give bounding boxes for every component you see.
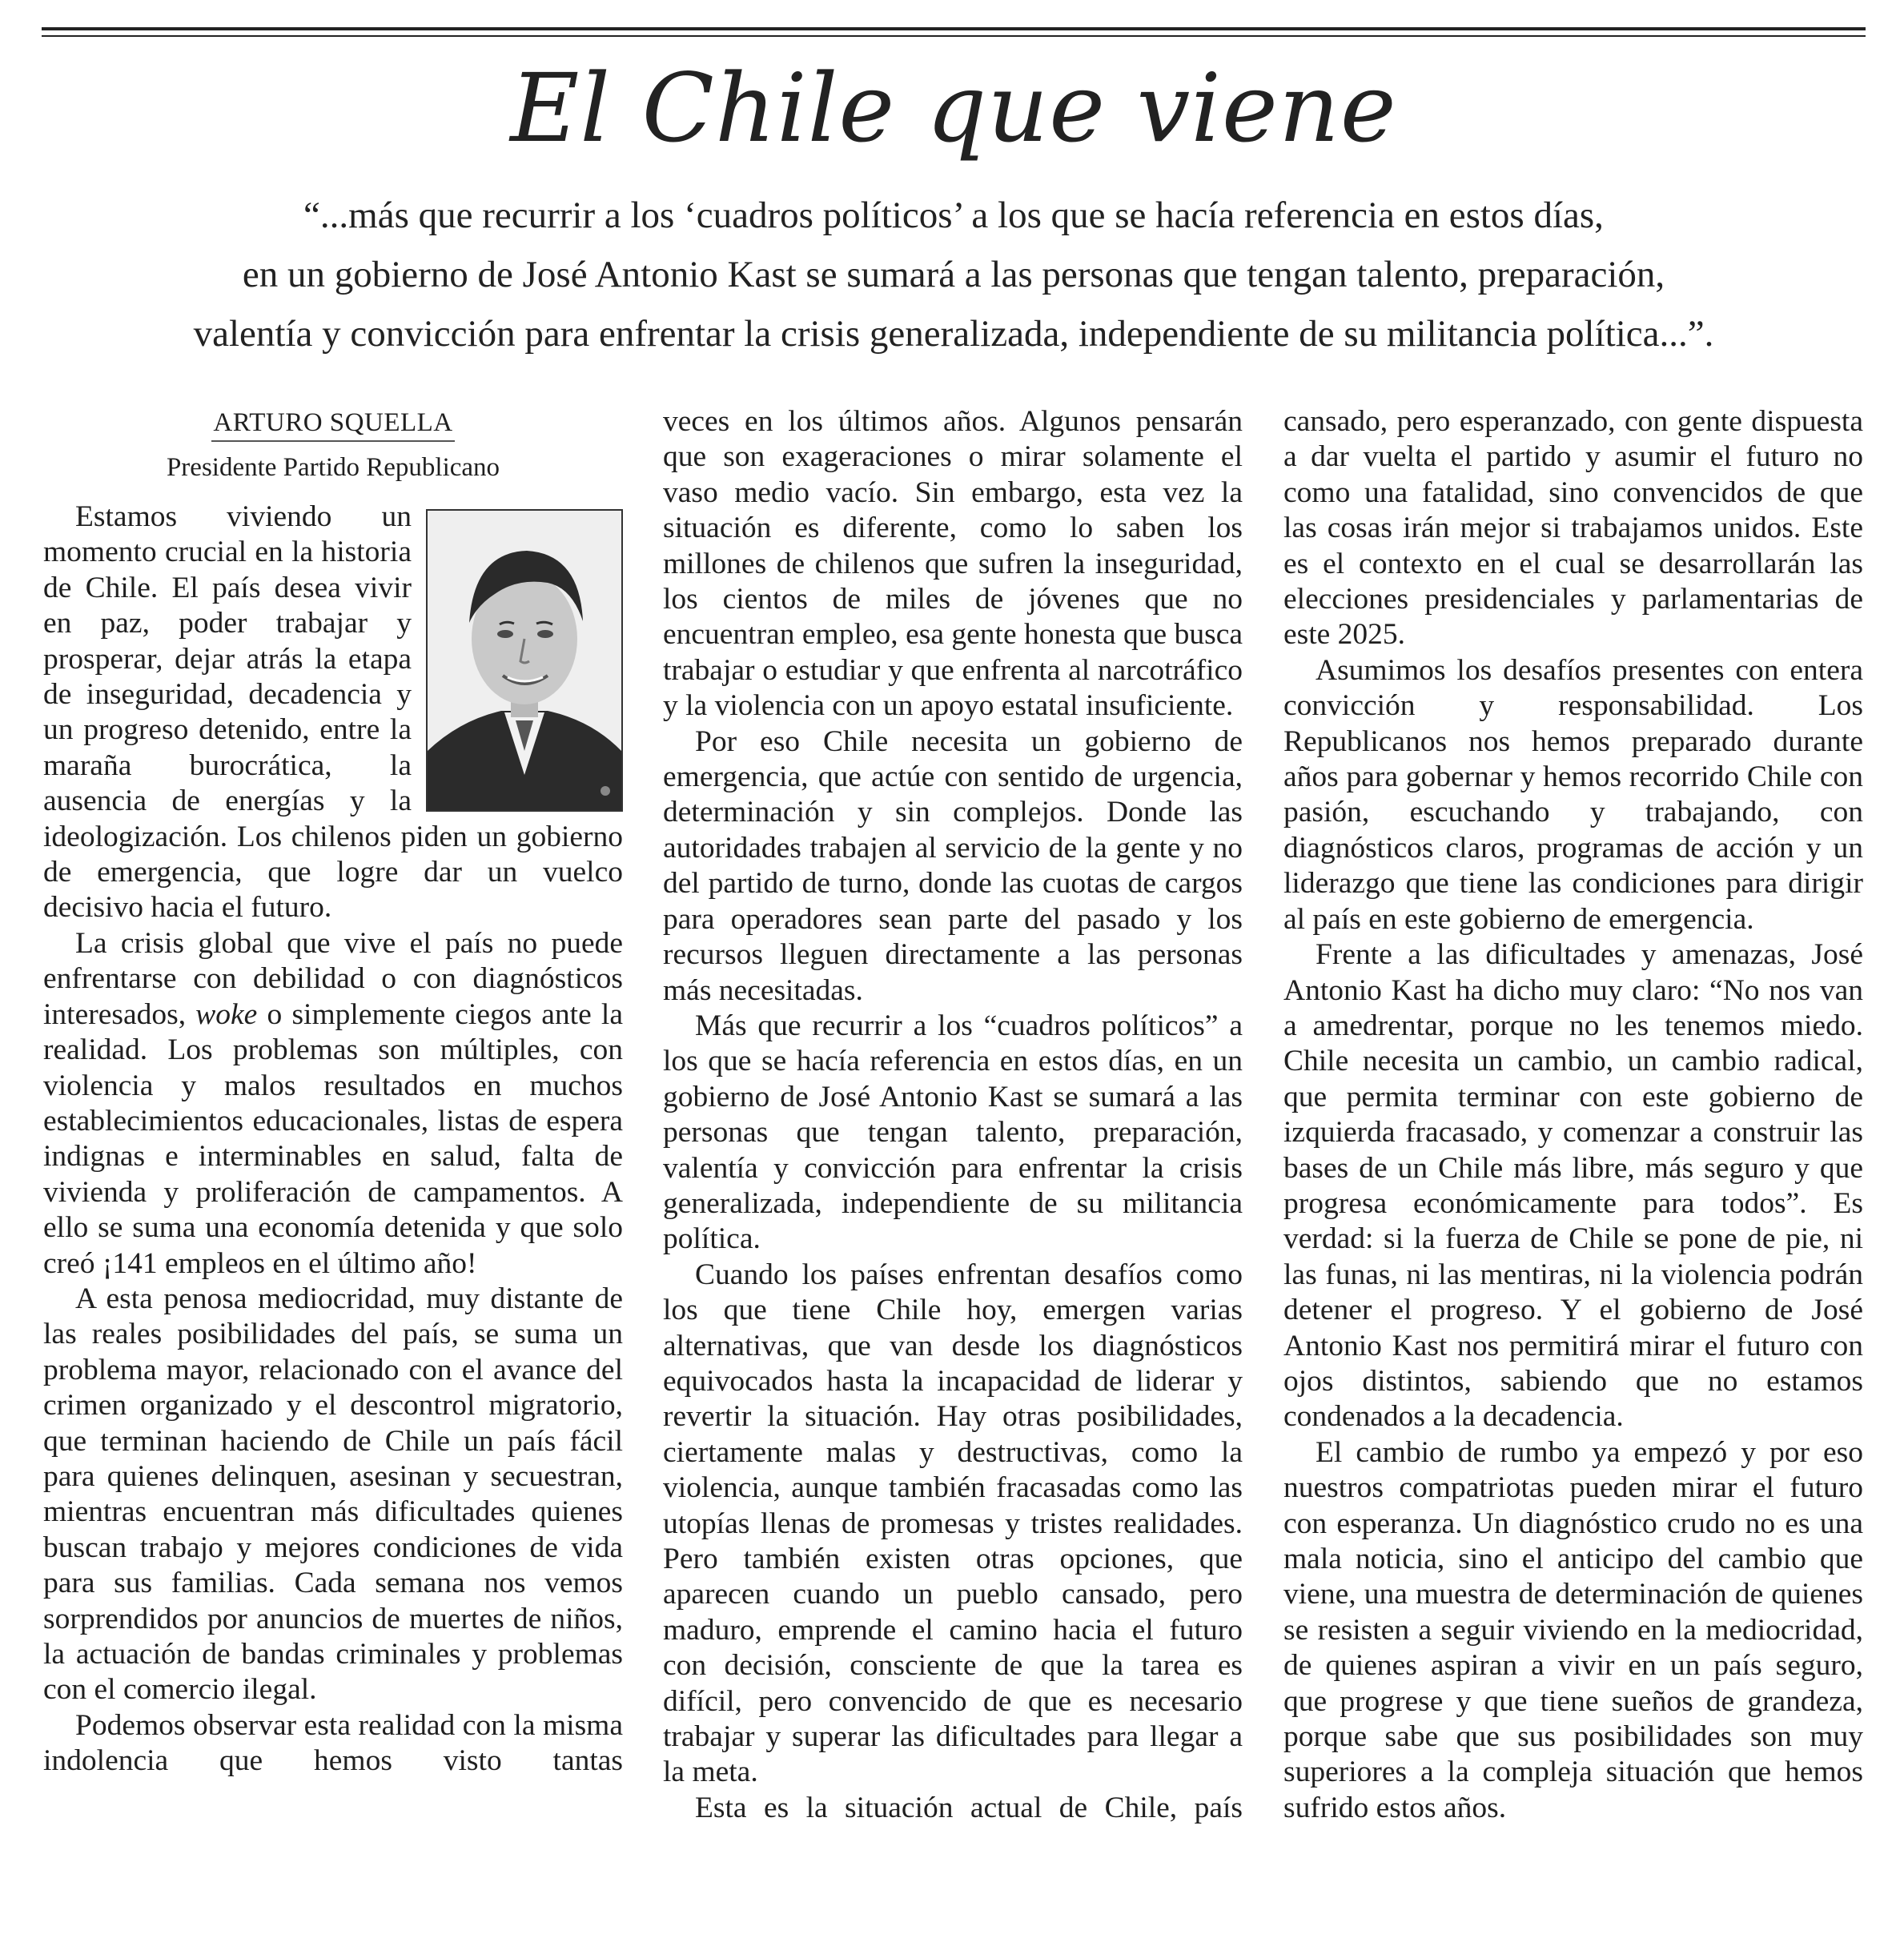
paragraph: Por eso Chile necesita un gobierno de emergencia, que actúe con sentido de urgencia, determinación y sin complejos. Donde las autoridades trabajen al servicio de la gente y no del partido de turno, donde las cuotas de cargos para operadores sean parte del pasado y los recursos lleguen directamente a las personas más necesitadas.	[663, 724, 1243, 1007]
article-column-2	[663, 404, 1243, 1826]
paragraph: El cambio de rumbo ya empezó y por eso nuestros compatriotas pueden mirar el futuro con esperanza. Un diagnóstico crudo no es una mala noticia, sino el anticipo del cambio que viene, una muestra de determinación de quienes se resisten a seguir viviendo en la mediocridad, de quienes aspiran a vivir en un país seguro, que progrese y que tiene sueños de grandeza, porque sabe que sus posibilidades son muy superiores a la compleja situación que hemos sufrido estos años.	[1283, 1435, 1863, 1824]
author-photo	[426, 509, 623, 812]
paragraph-text: La crisis global que vive el país no puede enfrentarse con debilidad o con diagnósticos interesados,	[43, 926, 623, 1031]
deck-line: en un gobierno de José Antonio Kast se sumará a las personas que tengan talento, preparación,	[242, 254, 1665, 295]
paragraph: Podemos observar esta realidad con la misma indolencia que hemos visto tantas	[43, 1708, 623, 1778]
paragraph-text: Estamos viviendo un momento crucial en la historia de Chile. El país desea vivir en paz, poder trabajar y prosperar, dejar atrás la etapa de inseguridad, decadencia y un progreso detenido, entre la maraña burocrática, la ausencia de energías y la ideologización. Los chilenos piden un gobierno de emergencia, que logre dar un vuelco decisivo hacia el futuro.	[43, 500, 623, 925]
paragraph	[43, 926, 623, 1282]
paragraph: Esta es la situación actual de Chile, país	[695, 1791, 1243, 1824]
author-role: Presidente Partido Republicano	[166, 453, 500, 482]
paragraph: A esta penosa mediocridad, muy distante de las reales posibilidades del país, se suma un problema mayor, relacionado con el avance del crimen organizado y el descontrol migratorio, que terminan haciendo de Chile un país fácil para quienes delinquen, asesinan y secuestran, mientras encuentran más dificultades quienes buscan trabajo y mejores condiciones de vida para sus familias. Cada semana nos vemos sorprendidos por anuncios de muertes de niños, la actuación de bandas criminales y problemas con el comercio ilegal.	[43, 1282, 623, 1707]
byline	[43, 404, 623, 442]
paragraph: cansado, pero esperanzado, con gente dispuesta a dar vuelta el partido y asumir el futuro no como una fatalidad, sino convencidos de que las cosas irán mejor si trabajamos unidos. Este es el contexto en el cual se desarrollarán las elecciones presidenciales y parlamentarias de este 2025.	[1283, 405, 1863, 652]
article-column-1	[43, 404, 623, 1780]
paragraph	[43, 500, 623, 926]
portrait-image	[428, 511, 621, 810]
paragraph-text: o simplemente ciegos ante la realidad. Los problemas son múltiples, con violencia y malos resultados en muchos establecimientos educacionales, listas de espera indignas e interminables en salud, falta de vivienda y proliferación de campamentos. A ello se suma una economía detenida y que solo creó ¡141 empleos en el último año!	[43, 997, 623, 1280]
top-rule-thin	[42, 35, 1866, 37]
article-column-3	[1283, 404, 1863, 1826]
author-name: ARTURO SQUELLA	[211, 405, 454, 442]
paragraph: Cuando los países enfrentan desafíos como los que tiene Chile hoy, emergen varias alternativas, que van desde los diagnósticos equivocados hasta la incapacidad de liderar y revertir la situación. Hay otras posibilidades, ciertamente malas y destructivas, como la violencia, aunque también fracasadas como las utopías llenas de promesas y tristes realidades. Pero también existen otras opciones, que aparecen cuando un pueblo cansado, pero maduro, emprende el camino hacia el futuro con decisión, consciente de que la tarea es difícil, pero convencido de que es necesario trabajar y superar las dificultades para llegar a la meta.	[663, 1258, 1243, 1789]
paragraph: Frente a las dificultades y amenazas, José Antonio Kast ha dicho muy claro: “No nos van a amedrentar, porque no les tenemos miedo. Chile necesita un cambio, un cambio radical, que permita terminar con este gobierno de izquierda fracasado, y comenzar a construir las bases de un Chile más libre, más seguro y que progresa económicamente para todos”. Es verdad: si la fuerza de Chile se pone de pie, ni las funas, ni las mentiras, ni la violencia podrán detener el progreso. Y el gobierno de José Antonio Kast nos permitirá mirar el futuro con ojos distintos, sabiendo que no estamos condenados a la decadencia.	[1283, 938, 1863, 1434]
headline: El Chile que viene	[510, 53, 1397, 163]
top-rule-thick	[42, 27, 1866, 30]
pull-quote-deck	[42, 186, 1866, 363]
paragraph: Más que recurrir a los “cuadros políticos” a los que se hacía referencia en estos días, en un gobierno de José Antonio Kast se sumará a las personas que tengan talento, preparación, valentía y convicción para enfrentar la crisis generalizada, independiente de su militancia política.	[663, 1009, 1243, 1256]
paragraph: Asumimos los desafíos presentes con entera convicción y responsabilidad. Los Republicanos nos hemos preparado durante años para gobernar y hemos recorrido Chile con pasión, escuchando y trabajando, con diagnósticos claros, programas de acción y un liderazgo que tiene las condiciones para dirigir al país en este gobierno de emergencia.	[1283, 653, 1863, 936]
paragraph: veces en los últimos años. Algunos pensarán que son exageraciones o mirar solamente el vaso medio vacío. Sin embargo, esta vez la situación es diferente, como lo saben los millones de chilenos que sufren la inseguridad, los cientos de miles de jóvenes que no encuentran empleo, esa gente honesta que busca trabajar o estudiar y que enfrenta al narcotráfico y la violencia con un apoyo estatal insuficiente.	[663, 405, 1243, 723]
deck-line: valentía y convicción para enfrentar la crisis generalizada, independiente de su militancia política...”.	[193, 313, 1714, 355]
deck-line: “...más que recurrir a los ‘cuadros políticos’ a los que se hacía referencia en estos días,	[303, 195, 1604, 236]
italic-term: woke	[195, 997, 258, 1031]
